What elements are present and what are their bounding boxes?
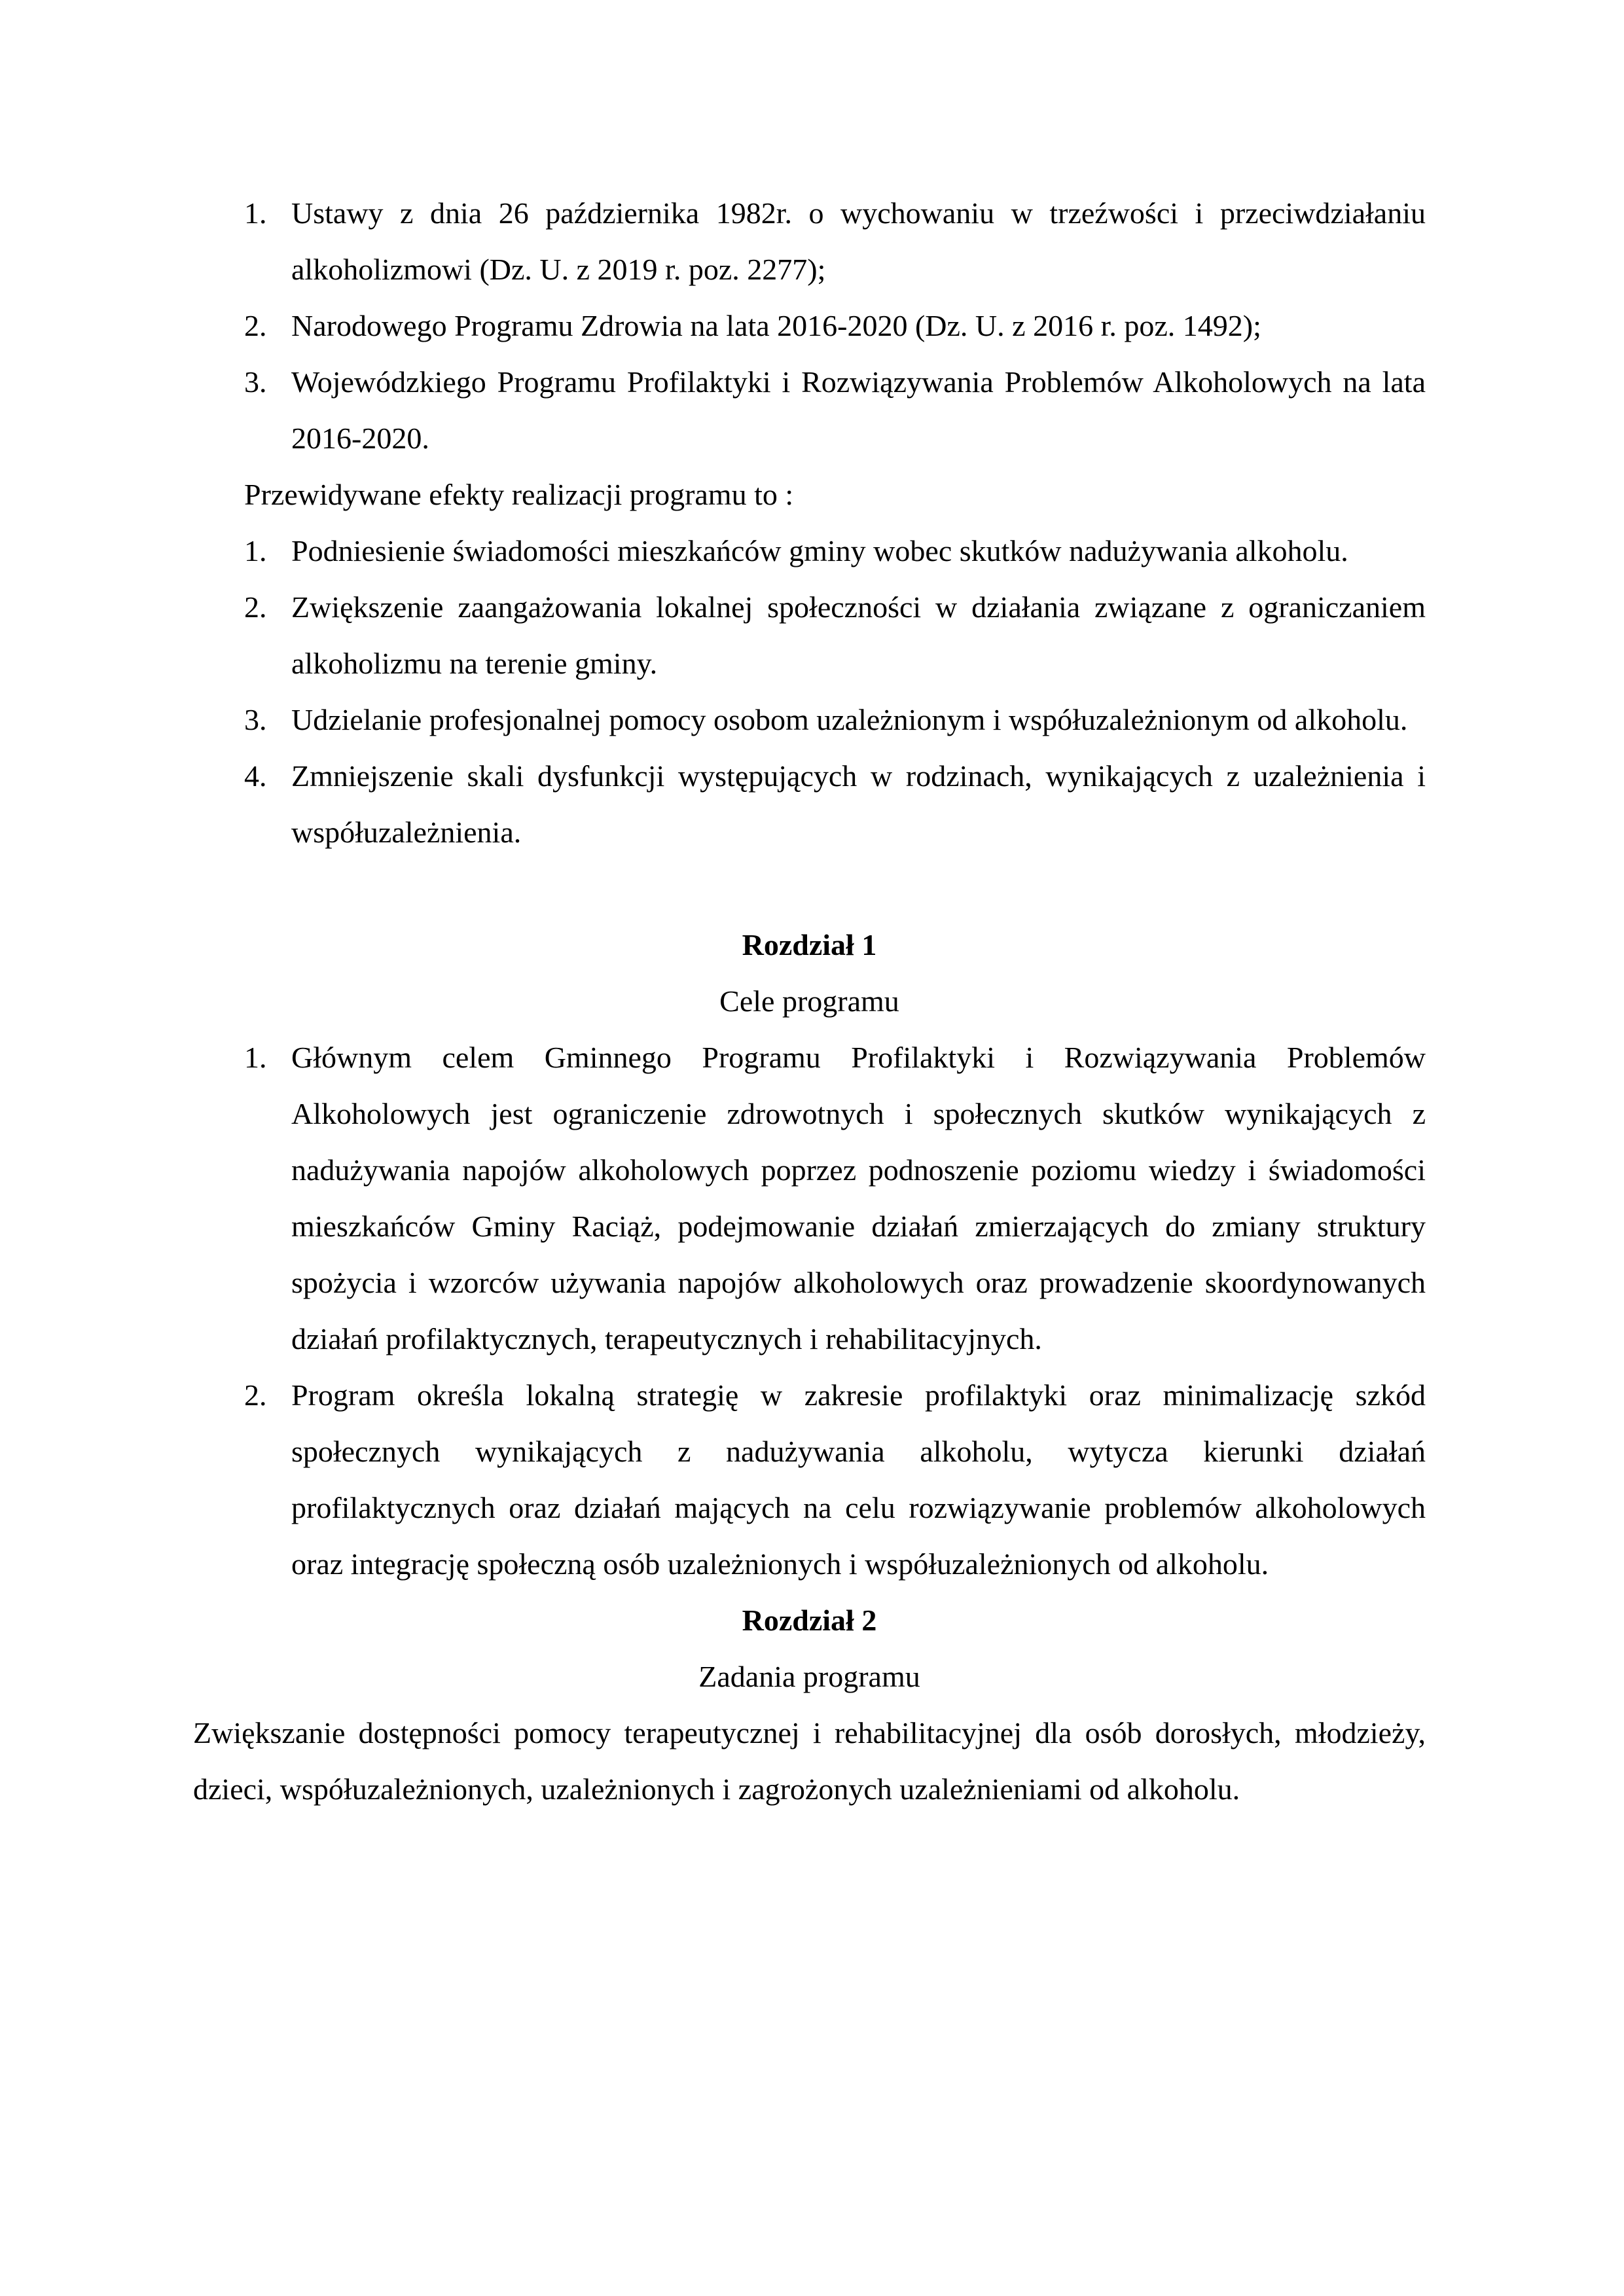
- effects-intro: Przewidywane efekty realizacji programu to :: [244, 478, 794, 511]
- chapter-1-subtitle: Cele programu: [719, 984, 899, 1018]
- spacer: [193, 861, 1426, 917]
- document-page: [193, 185, 1426, 1818]
- chapter-2-subtitle: Zadania programu: [698, 1660, 920, 1693]
- list-number: 2.: [244, 1378, 267, 1412]
- list-number: 2.: [244, 309, 267, 342]
- list-item: [193, 1030, 1426, 1367]
- list-item: [193, 523, 1426, 579]
- chapter-1-title: Rozdział 1: [742, 928, 877, 961]
- list-number: 4.: [244, 759, 267, 793]
- list-item-text: Program określa lokalną strategię w zakresie profilaktyki oraz minimalizację szkód społecznych wynikających z nadużywania alkoholu, wytycza kierunki działań profilaktycznych oraz działań mających na celu rozwiązywanie problemów alkoholowych oraz integrację społeczną osób uzależnionych i współuzależnionych od alkoholu.: [291, 1378, 1426, 1581]
- list-number: 2.: [244, 590, 267, 624]
- list-item: [193, 298, 1426, 354]
- list-item: [193, 354, 1426, 467]
- list-number: 1.: [244, 1041, 267, 1074]
- chapter-2-text: Zwiększanie dostępności pomocy terapeutycznej i rehabilitacyjnej dla osób dorosłych, młodzieży, dzieci, współuzależnionych, uzależnionych i zagrożonych uzależnieniami od alkoholu.: [193, 1716, 1426, 1806]
- chapter-2-title: Rozdział 2: [742, 1604, 877, 1637]
- list-number: 1.: [244, 196, 267, 230]
- list-item-text: Ustawy z dnia 26 października 1982r. o wychowaniu w trzeźwości i przeciwdziałaniu alkoholizmowi (Dz. U. z 2019 r. poz. 2277);: [291, 196, 1426, 286]
- list-item: [193, 185, 1426, 298]
- list-item-text: Głównym celem Gminnego Programu Profilaktyki i Rozwiązywania Problemów Alkoholowych jest ograniczenie zdrowotnych i społecznych skutków wynikających z nadużywania napojów alkoholowych poprzez podnoszenie poziomu wiedzy i świadomości mieszkańców Gminy Raciąż, podejmowanie działań zmierzających do zmiany struktury spożycia i wzorców używania napojów alkoholowych oraz prowadzenie skoordynowanych działań profilaktycznych, terapeutycznych i rehabilitacyjnych.: [291, 1041, 1426, 1355]
- list-item: [193, 579, 1426, 692]
- list-item: [193, 1367, 1426, 1592]
- list-item: [193, 692, 1426, 748]
- list-item-text: Zmniejszenie skali dysfunkcji występujących w rodzinach, wynikających z uzależnienia i współuzależnienia.: [291, 759, 1426, 849]
- effects-list: [193, 523, 1426, 861]
- goals-list: [193, 1030, 1426, 1592]
- list-number: 1.: [244, 534, 267, 567]
- list-number: 3.: [244, 703, 267, 736]
- list-item-text: Narodowego Programu Zdrowia na lata 2016-2020 (Dz. U. z 2016 r. poz. 1492);: [291, 309, 1261, 342]
- list-item-text: Wojewódzkiego Programu Profilaktyki i Rozwiązywania Problemów Alkoholowych na lata 2016-2020.: [291, 365, 1426, 455]
- list-item-text: Podniesienie świadomości mieszkańców gminy wobec skutków nadużywania alkoholu.: [291, 534, 1348, 567]
- list-item-text: Zwiększenie zaangażowania lokalnej społeczności w działania związane z ograniczaniem alkoholizmu na terenie gminy.: [291, 590, 1426, 680]
- list-number: 3.: [244, 365, 267, 399]
- list-item: [193, 748, 1426, 861]
- legal-basis-list: [193, 185, 1426, 467]
- list-item-text: Udzielanie profesjonalnej pomocy osobom uzależnionym i współuzależnionym od alkoholu.: [291, 703, 1408, 736]
